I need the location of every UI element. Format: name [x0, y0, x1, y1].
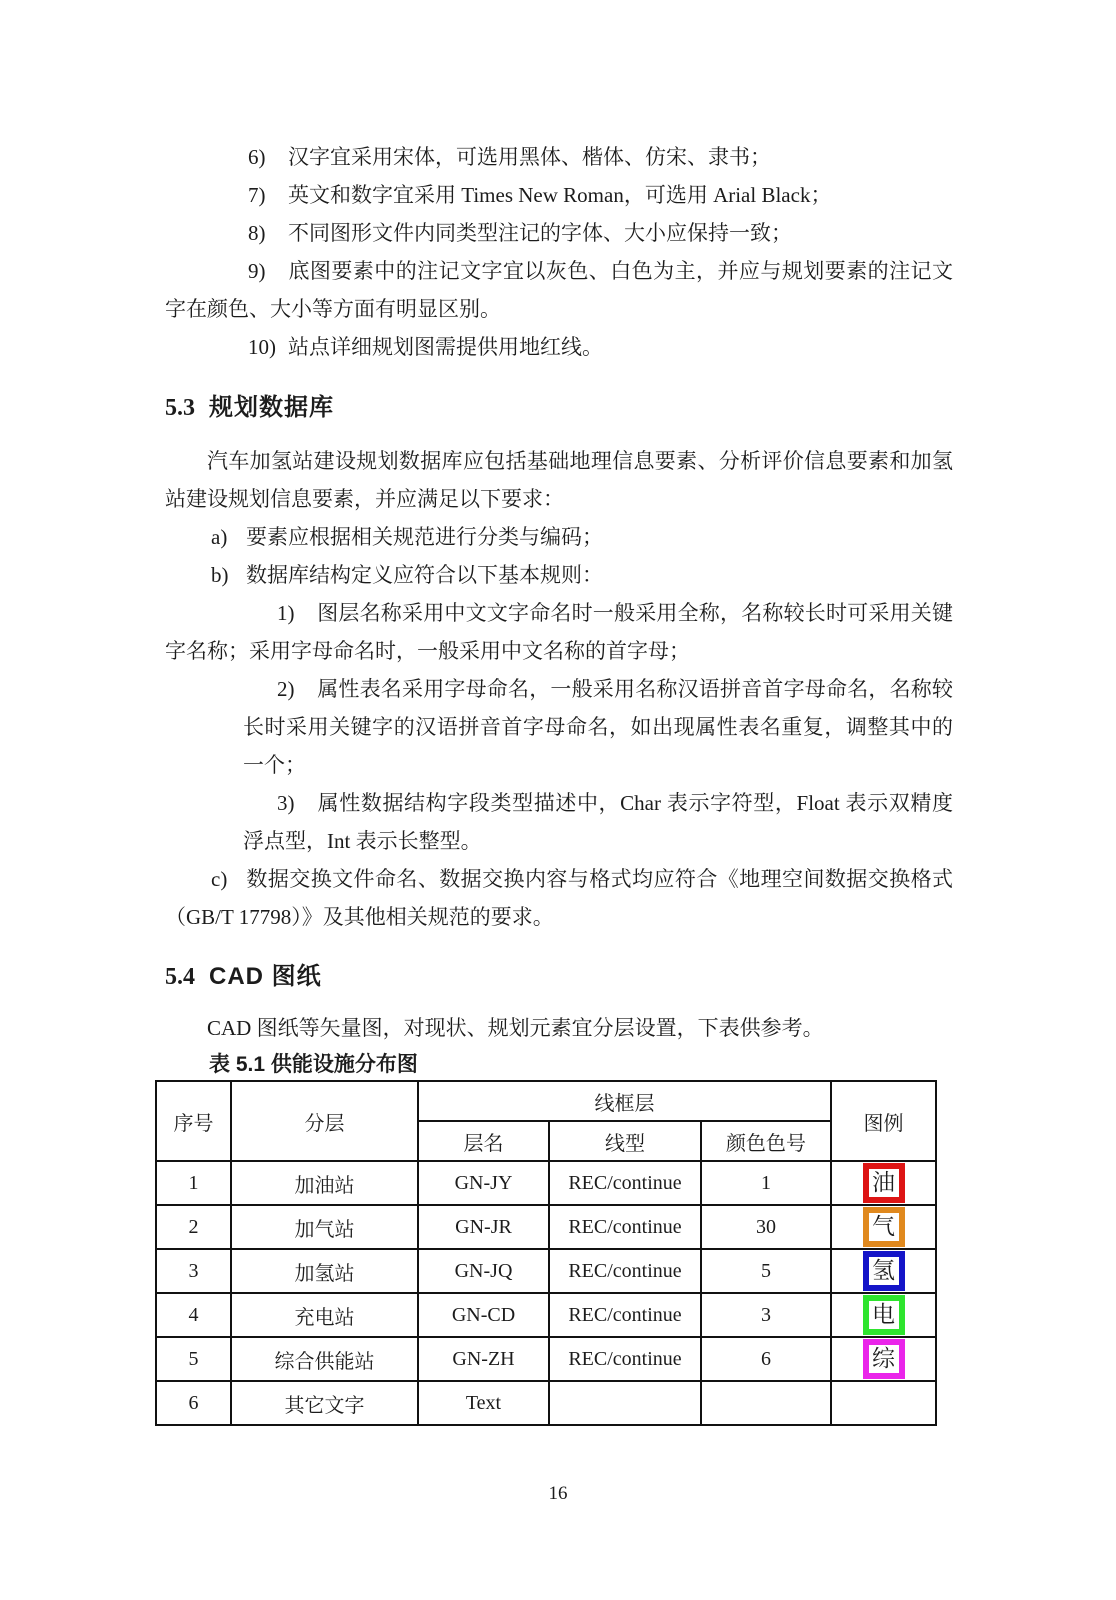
cell-layer: 加氢站	[231, 1249, 418, 1293]
cell-legend	[831, 1337, 936, 1381]
cell-index: 3	[156, 1249, 231, 1293]
cell-layer-name: GN-JQ	[418, 1249, 549, 1293]
list-item-9	[165, 252, 953, 328]
section-5-3-heading	[165, 391, 953, 425]
legend-swatch: 油	[863, 1163, 905, 1203]
cell-line-type: REC/continue	[549, 1161, 701, 1205]
table-row	[156, 1161, 936, 1205]
table-header-row-1	[156, 1081, 936, 1121]
section-title: CAD 图纸	[209, 963, 322, 990]
cell-layer: 综合供能站	[231, 1337, 418, 1381]
list-item-7	[165, 176, 953, 214]
section-5-4-heading	[165, 960, 953, 994]
item-label: c)	[211, 867, 228, 891]
cell-layer: 加气站	[231, 1205, 418, 1249]
header-layer-name: 层名	[418, 1121, 549, 1161]
list-item-text: 底图要素中的注记文字宜以灰色、白色为主，并应与规划要素的注记文字在颜色、大小等方面有明显区别。	[165, 259, 953, 321]
list-item-text: 汉字宜采用宋体，可选用黑体、楷体、仿宋、隶书；	[288, 145, 771, 169]
cell-layer-name: GN-JR	[418, 1205, 549, 1249]
table-caption: 表 5.1 供能设施分布图	[209, 1053, 418, 1076]
list-item-8	[165, 214, 953, 252]
table-row	[156, 1337, 936, 1381]
item-text: 数据库结构定义应符合以下基本规则：	[246, 563, 603, 587]
cell-index: 4	[156, 1293, 231, 1337]
cell-legend	[831, 1161, 936, 1205]
cell-color-code: 6	[701, 1337, 831, 1381]
table-row	[156, 1293, 936, 1337]
cell-index: 5	[156, 1337, 231, 1381]
item-label: 3)	[277, 791, 295, 815]
cell-color-code: 3	[701, 1293, 831, 1337]
section-number: 5.3	[165, 395, 195, 421]
item-c	[165, 860, 953, 936]
cell-index: 2	[156, 1205, 231, 1249]
list-item-10	[165, 328, 953, 366]
item-label: 1)	[277, 601, 295, 625]
page-number: 16	[548, 1483, 568, 1504]
list-item-label: 6)	[248, 145, 266, 169]
cell-layer-name: GN-CD	[418, 1293, 549, 1337]
legend-swatch: 气	[863, 1207, 905, 1247]
list-item-6	[165, 138, 953, 176]
cell-color-code: 1	[701, 1161, 831, 1205]
list-item-label: 7)	[248, 183, 266, 207]
cad-layer-table	[155, 1080, 937, 1426]
header-line-type: 线型	[549, 1121, 701, 1161]
cell-legend	[831, 1205, 936, 1249]
item-b	[165, 556, 953, 594]
item-text: 数据交换文件命名、数据交换内容与格式均应符合《地理空间数据交换格式（GB/T 17798）》及其他相关规范的要求。	[165, 867, 953, 929]
cell-legend	[831, 1381, 936, 1425]
item-label: 2)	[277, 677, 295, 701]
item-b1	[165, 594, 953, 670]
item-label: b)	[211, 563, 229, 587]
header-color-code: 颜色色号	[701, 1121, 831, 1161]
header-legend: 图例	[831, 1081, 936, 1161]
cell-color-code: 5	[701, 1249, 831, 1293]
item-a	[165, 518, 953, 556]
list-item-text: 不同图形文件内同类型注记的字体、大小应保持一致；	[288, 221, 792, 245]
cell-layer-name: Text	[418, 1381, 549, 1425]
section-number: 5.4	[165, 964, 195, 990]
list-item-text: 英文和数字宜采用 Times New Roman，可选用 Arial Black；	[288, 183, 832, 207]
legend-swatch: 综	[863, 1339, 905, 1379]
list-item-text: 站点详细规划图需提供用地红线。	[288, 335, 603, 359]
legend-swatch: 氢	[863, 1251, 905, 1291]
item-b2	[165, 670, 953, 784]
cell-legend	[831, 1249, 936, 1293]
legend-swatch: 电	[863, 1295, 905, 1335]
cell-index: 6	[156, 1381, 231, 1425]
cell-layer: 充电站	[231, 1293, 418, 1337]
cell-color-code	[701, 1381, 831, 1425]
cell-index: 1	[156, 1161, 231, 1205]
table-row	[156, 1205, 936, 1249]
cell-line-type	[549, 1381, 701, 1425]
item-text: 属性数据结构字段类型描述中，Char 表示字符型，Float 表示双精度浮点型，Int 表示长整型。	[243, 791, 953, 853]
cell-line-type: REC/continue	[549, 1205, 701, 1249]
table-row	[156, 1381, 936, 1425]
cell-layer: 其它文字	[231, 1381, 418, 1425]
list-item-label: 10)	[248, 335, 276, 359]
cell-layer: 加油站	[231, 1161, 418, 1205]
section-5-3-intro: 汽车加氢站建设规划数据库应包括基础地理信息要素、分析评价信息要素和加氢站建设规划信息要素，并应满足以下要求：	[165, 449, 953, 511]
cell-line-type: REC/continue	[549, 1337, 701, 1381]
table-row	[156, 1249, 936, 1293]
section-title: 规划数据库	[209, 394, 334, 421]
section-5-4-intro: CAD 图纸等矢量图，对现状、规划元素宜分层设置，下表供参考。	[207, 1016, 824, 1040]
item-text: 属性表名采用字母命名，一般采用名称汉语拼音首字母命名，名称较长时采用关键字的汉语拼音首字母命名，如出现属性表名重复，调整其中的一个；	[243, 677, 953, 777]
header-layer: 分层	[231, 1081, 418, 1161]
cell-legend	[831, 1293, 936, 1337]
header-lineframe-group: 线框层	[418, 1081, 831, 1121]
cell-layer-name: GN-JY	[418, 1161, 549, 1205]
list-item-label: 8)	[248, 221, 266, 245]
list-item-label: 9)	[248, 259, 266, 283]
document-body	[165, 138, 953, 1426]
cell-layer-name: GN-ZH	[418, 1337, 549, 1381]
header-index: 序号	[156, 1081, 231, 1161]
item-label: a)	[211, 525, 228, 549]
cell-line-type: REC/continue	[549, 1249, 701, 1293]
cell-line-type: REC/continue	[549, 1293, 701, 1337]
item-text: 图层名称采用中文文字命名时一般采用全称，名称较长时可采用关键字名称；采用字母命名时，一般采用中文名称的首字母；	[165, 601, 953, 663]
cell-color-code: 30	[701, 1205, 831, 1249]
item-text: 要素应根据相关规范进行分类与编码；	[246, 525, 603, 549]
item-b3	[165, 784, 953, 860]
